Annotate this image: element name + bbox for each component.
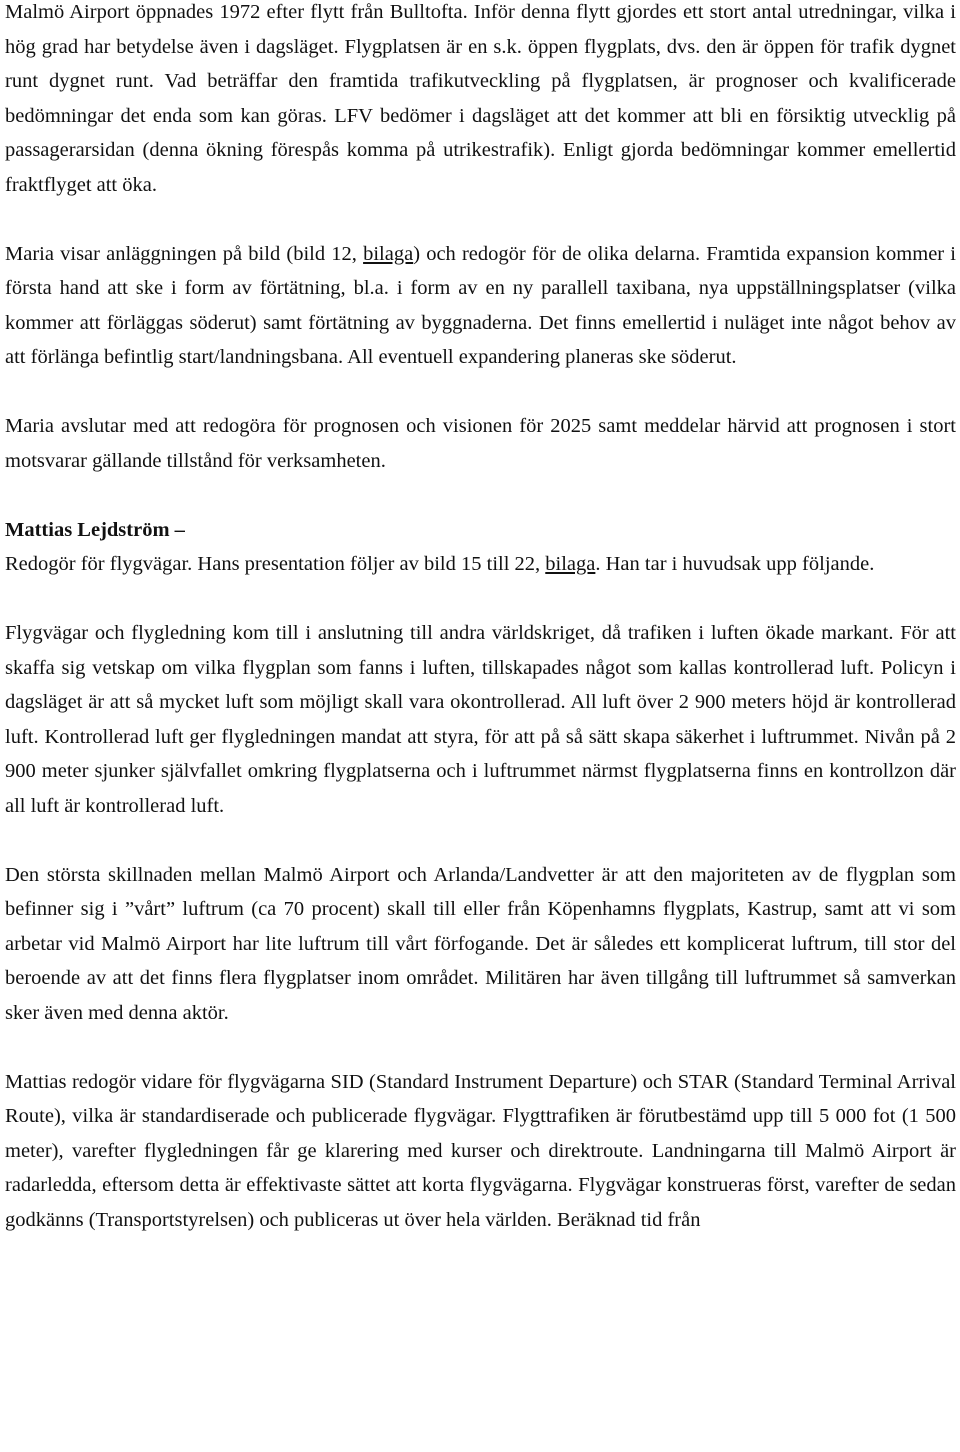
paragraph-text: ) och redogör för de olika delarna. Framtida expansion kommer i första hand att ske i form av förtätning, bl.a. i form av en ny parallell taxibana, nya uppställningsplatser (vilka kommer att förläggas söderut) samt förtätning av byggnaderna. Det finns emellertid i nuläget inte något behov av att förlänga befintlig start/landningsbana. All eventuell expandering planeras ske söderut. bbox=[5, 242, 956, 368]
paragraph-text: Mattias redogör vidare för flygvägarna SID (Standard Instrument Departure) och STAR (Standard Terminal Arrival Route), vilka är standardiserade och publicerade flygvägar. Flygttrafiken är förutbestämd upp till 5 000 fot (1 500 meter), varefter flygledningen får ge klarering med kurser och direktroute. Landningarna till Malmö Airport är radarledda, eftersom detta är effektivaste sättet att korta flygvägarna. Flygvägar konstrueras först, varefter de sedan godkänns (Transportstyrelsen) och publiceras ut över hela världen. Beräknad tid från bbox=[5, 1070, 956, 1231]
bilaga-link[interactable]: bilaga bbox=[545, 553, 596, 575]
paragraph-gap bbox=[5, 375, 956, 410]
paragraph-maria-facility bbox=[5, 237, 956, 375]
speaker-heading bbox=[5, 513, 956, 548]
paragraph-mattias-airspace bbox=[5, 858, 956, 1031]
paragraph-gap bbox=[5, 478, 956, 513]
paragraph-text: Redogör för flygvägar. Hans presentation följer av bild 15 till 22, bbox=[5, 553, 546, 575]
paragraph-gap bbox=[5, 823, 956, 858]
paragraph-maria-forecast bbox=[5, 409, 956, 478]
paragraph-gap bbox=[5, 582, 956, 617]
bilaga-link[interactable]: bilaga bbox=[363, 242, 414, 265]
speaker-name: Mattias Lejdström – bbox=[5, 518, 185, 541]
paragraph-gap bbox=[5, 1030, 956, 1065]
paragraph-text: . Han tar i huvudsak upp följande. bbox=[595, 553, 875, 575]
paragraph-text: Maria avslutar med att redogöra för prognosen och visionen för 2025 samt meddelar härvid att prognosen i stort motsvarar gällande tillstånd för verksamheten. bbox=[5, 415, 956, 472]
paragraph-mattias-intro bbox=[5, 547, 956, 582]
paragraph-mattias-routes bbox=[5, 1065, 956, 1238]
paragraph-text: Maria visar anläggningen på bild (bild 12, bbox=[5, 242, 364, 265]
paragraph-text: Den största skillnaden mellan Malmö Airport och Arlanda/Landvetter är att den majoriteten av de flygplan som befinner sig i ”vårt” luftrum (ca 70 procent) skall till eller från Köpenhamns flygplats, Kastrup, samt att vi som arbetar vid Malmö Airport har lite luftrum till vårt förfogande. Det är således ett komplicerat luftrum, till stor del beroende av att det finns flera flygplatser inom området. Militären har även tillgång till luftrummet så samverkan sker även med denna aktör. bbox=[5, 863, 956, 1024]
paragraph-text: Flygvägar och flygledning kom till i anslutning till andra världskriget, då trafiken i luften ökade markant. För att skaffa sig vetskap om vilka flygplan som fanns i luften, tillskapades något som kallas kontrollerad luft. Policyn i dagsläget är att så mycket luft som möjligt skall vara okontrollerad. All luft över 2 900 meters höjd är kontrollerad luft. Kontrollerad luft ger flygledningen mandat att styra, för att på så sätt skapa säkerhet i luftrummet. Nivån på 2 900 meter sjunker självfallet omkring flygplatserna och i luftrummet närmst flygplatserna finns en kontrollzon där all luft är kontrollerad luft. bbox=[5, 622, 956, 817]
paragraph-mattias-history bbox=[5, 616, 956, 823]
paragraph-gap bbox=[5, 202, 956, 237]
paragraph-text: Malmö Airport öppnades 1972 efter flytt från Bulltofta. Inför denna flytt gjordes ett stort antal utredningar, vilka i hög grad har betydelse även i dagsläget. Flygplatsen är en s.k. öppen flygplats, dvs. den är öppen för trafik dygnet runt dygnet runt. Vad beträffar den framtida trafikutveckling på flygplatsen, är prognoser och kvalificerade bedömningar det enda som kan göras. LFV bedömer i dagsläget att det kommer att bli en försiktig utvecklig på passagerarsidan (denna ökning förespås komma på utrikestrafik). Enligt gjorda bedömningar kommer emellertid fraktflyget att öka. bbox=[5, 1, 956, 196]
paragraph-intro bbox=[5, 0, 956, 202]
